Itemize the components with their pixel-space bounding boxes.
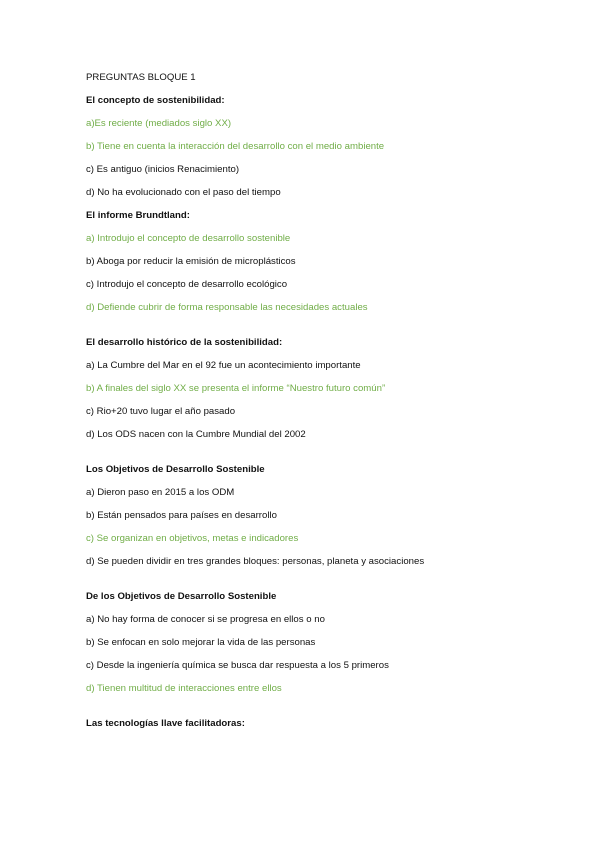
question-6: Las tecnologías llave facilitadoras: bbox=[86, 718, 245, 729]
question-4: Los Objetivos de Desarrollo Sostenible bbox=[86, 464, 265, 475]
option-3b: b) A finales del siglo XX se presenta el informe “Nuestro futuro común” bbox=[86, 383, 386, 394]
question-3: El desarrollo histórico de la sostenibilidad: bbox=[86, 337, 283, 348]
option-1b: b) Tiene en cuenta la interacción del desarrollo con el medio ambiente bbox=[86, 141, 385, 152]
option-4b: b) Están pensados para países en desarrollo bbox=[86, 510, 277, 521]
option-2b: b) Aboga por reducir la emisión de microplásticos bbox=[86, 256, 296, 267]
option-5a: a) No hay forma de conocer si se progresa en ellos o no bbox=[86, 614, 325, 625]
document-title: PREGUNTAS BLOQUE 1 bbox=[86, 72, 196, 83]
document-content bbox=[86, 72, 586, 741]
question-2: El informe Brundtland: bbox=[86, 210, 190, 221]
option-2d: d) Defiende cubrir de forma responsable las necesidades actuales bbox=[86, 302, 368, 313]
option-4a: a) Dieron paso en 2015 a los ODM bbox=[86, 487, 235, 498]
option-4c: c) Se organizan en objetivos, metas e indicadores bbox=[86, 533, 299, 544]
question-1: El concepto de sostenibilidad: bbox=[86, 95, 225, 106]
option-2c: c) Introdujo el concepto de desarrollo ecológico bbox=[86, 279, 288, 290]
option-3a: a) La Cumbre del Mar en el 92 fue un acontecimiento importante bbox=[86, 360, 361, 371]
option-4d: d) Se pueden dividir en tres grandes bloques: personas, planeta y asociaciones bbox=[86, 556, 425, 567]
option-1c: c) Es antiguo (inicios Renacimiento) bbox=[86, 164, 240, 175]
question-5: De los Objetivos de Desarrollo Sostenible bbox=[86, 591, 277, 602]
option-1a: a)Es reciente (mediados siglo XX) bbox=[86, 118, 232, 129]
option-2a: a) Introdujo el concepto de desarrollo sostenible bbox=[86, 233, 291, 244]
option-5d: d) Tienen multitud de interacciones entre ellos bbox=[86, 683, 282, 694]
option-1d: d) No ha evolucionado con el paso del tiempo bbox=[86, 187, 281, 198]
option-3c: c) Rio+20 tuvo lugar el año pasado bbox=[86, 406, 236, 417]
option-5c: c) Desde la ingeniería química se busca dar respuesta a los 5 primeros bbox=[86, 660, 389, 671]
option-5b: b) Se enfocan en solo mejorar la vida de las personas bbox=[86, 637, 316, 648]
option-3d: d) Los ODS nacen con la Cumbre Mundial del 2002 bbox=[86, 429, 306, 440]
